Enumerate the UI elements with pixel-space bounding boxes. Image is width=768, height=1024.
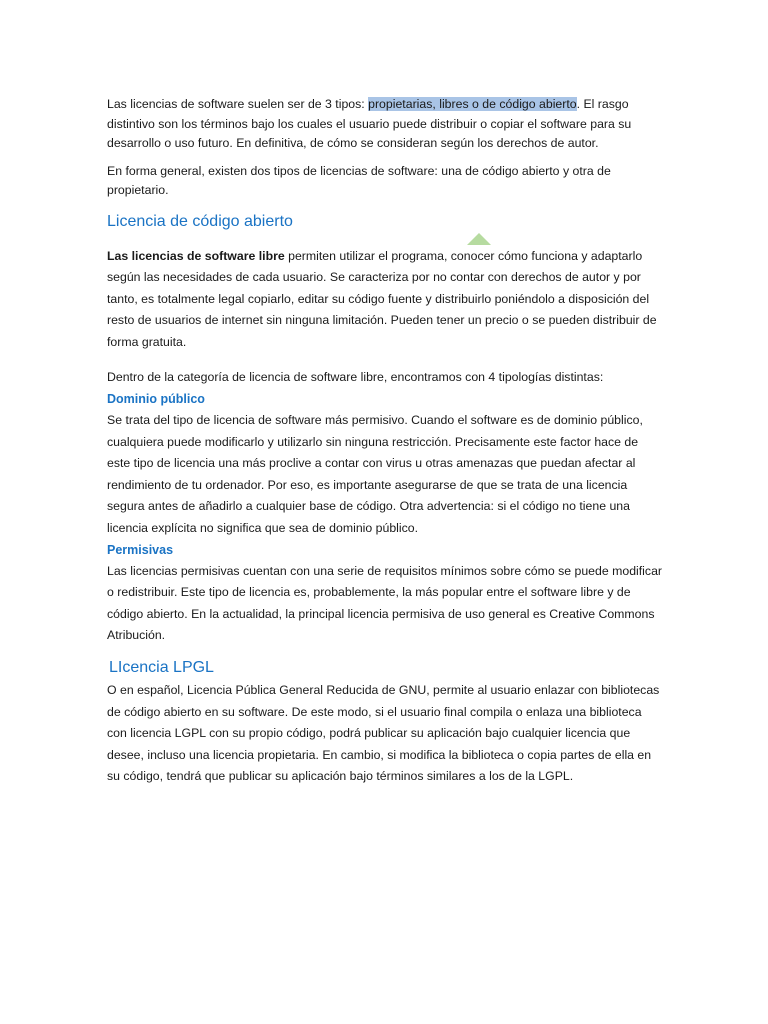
general-types-paragraph: En forma general, existen dos tipos de licencias de software: una de código abierto y otra de propietario. — [107, 163, 611, 197]
lpgl-paragraph: O en español, Licencia Pública General Reducida de GNU, permite al usuario enlazar con bibliotecas de código abierto en su software. De este modo, si el usuario final compila o enlaza una biblioteca con licencia LGPL con su propio código, podrá publicar su aplicación bajo cualquier licencia que desee, incluso una licencia propietaria. En cambio, si modifica la biblioteca o copia partes de ella en su código, tendrá que publicar su aplicación bajo términos similares a los de la LGPL. — [107, 683, 660, 784]
permissive-heading: Permisivas — [107, 542, 174, 557]
intro-text-start: Las licencias de software suelen ser de 3 tipos: — [107, 97, 369, 111]
public-domain-heading: Dominio público — [107, 392, 205, 407]
intro-paragraph — [107, 95, 663, 154]
free-software-text: permiten utilizar el programa, conocer cómo funciona y adaptarlo según las necesidades de cada usuario. Se caracteriza por no contar con derechos de autor y por tanto, es totalmente legal copiarlo, editar su código fuente y distribuirlo poniéndolo a disposición del resto de usuarios de internet sin ninguna limitación. Pueden tener un precio o se pueden distribuir de forma gratuita. — [107, 248, 657, 349]
public-domain-paragraph: Se trata del tipo de licencia de software más permisivo. Cuando el software es de dominio público, cualquiera puede modificarlo y utilizarlo sin ninguna restricción. Precisamente este factor hace de este tipo de licencia una más proclive a contar con virus u otras amenazas que puedan afectar al rendimiento de tu ordenador. Por eso, es importante asegurarse de que se trata de una licencia segura antes de añadirlo a cualquier base de código. Otra advertencia: si el código no tiene una licencia explícita no significa que sea de dominio público. — [107, 413, 643, 536]
intro-text-end: . El rasgo distintivo son los términos bajo los cuales el usuario puede distribuir o copiar el software para su desarrollo o uso futuro. En definitiva, de cómo se consideran según los derechos de autor. — [107, 97, 632, 150]
highlighted-text: propietarias, libres o de código abierto — [368, 97, 577, 111]
document-page — [107, 95, 663, 788]
open-source-license-heading: Licencia de código abierto — [107, 212, 293, 230]
free-software-paragraph — [107, 246, 663, 354]
free-software-bold-lead: Las licencias de software libre — [107, 248, 285, 263]
permissive-paragraph: Las licencias permisivas cuentan con una serie de requisitos mínimos sobre cómo se puede modificar o redistribuir. Este tipo de licencia es, probablemente, la más popular entre el software libre y de código abierto. En la actualidad, la principal licencia permisiva de uso general es Creative Commons Atribución. — [107, 563, 662, 643]
typologies-paragraph: Dentro de la categoría de licencia de software libre, encontramos con 4 tipologías distintas: — [107, 370, 604, 385]
lpgl-license-heading: LIcencia LPGL — [109, 659, 214, 676]
